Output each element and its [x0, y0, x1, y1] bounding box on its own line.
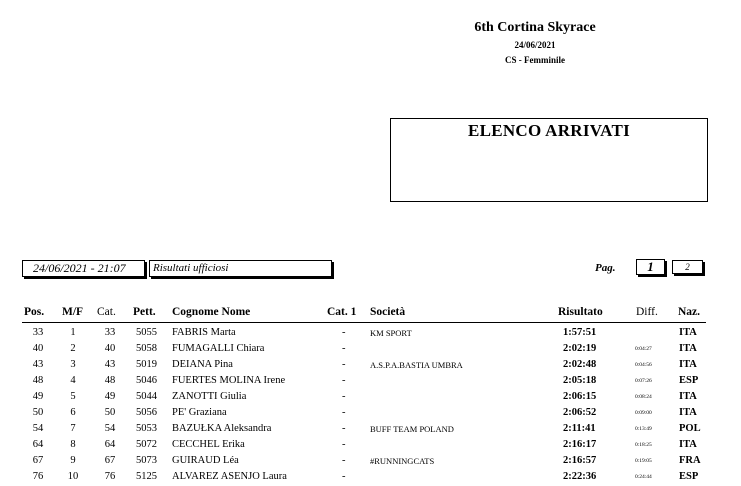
results-status: Risultati ufficiosi — [149, 260, 332, 277]
row-name: FABRIS Marta — [172, 327, 236, 338]
col-naz: Naz. — [678, 306, 701, 318]
page-2-button[interactable]: 2 — [672, 260, 703, 274]
row-pett: 5056 — [136, 407, 157, 418]
row-mf: 1 — [70, 327, 76, 338]
row-cat: 48 — [104, 375, 116, 386]
row-pett: 5046 — [136, 375, 157, 386]
row-name: ZANOTTI Giulia — [172, 391, 247, 402]
row-naz: ITA — [679, 359, 697, 370]
row-diff: 0:24:44 — [635, 474, 652, 480]
col-club: Società — [370, 306, 406, 318]
row-name: FUERTES MOLINA Irene — [172, 375, 286, 386]
row-naz: ITA — [679, 343, 697, 354]
row-pett: 5072 — [136, 439, 157, 450]
row-pos: 40 — [32, 343, 44, 354]
row-mf: 6 — [70, 407, 76, 418]
table-row — [0, 374, 741, 390]
row-cat: 50 — [104, 407, 116, 418]
row-mf: 4 — [70, 375, 76, 386]
row-cat1: - — [342, 343, 346, 354]
row-name: BAZUŁKA Aleksandra — [172, 423, 272, 434]
row-naz: ESP — [679, 471, 699, 482]
row-mf: 9 — [70, 455, 76, 466]
table-row — [0, 342, 741, 358]
row-cat1: - — [342, 471, 346, 482]
row-cat: 33 — [104, 327, 116, 338]
page-1-button[interactable]: 1 — [636, 259, 665, 275]
row-pos: 50 — [32, 407, 44, 418]
row-diff: 0:09:00 — [635, 410, 652, 416]
row-mf: 7 — [70, 423, 76, 434]
row-result: 2:16:17 — [563, 439, 597, 450]
table-row — [0, 326, 741, 342]
row-pos: 54 — [32, 423, 44, 434]
row-result: 2:22:36 — [563, 471, 597, 482]
table-row — [0, 454, 741, 470]
row-cat1: - — [342, 359, 346, 370]
row-result: 2:02:19 — [563, 343, 597, 354]
row-result: 2:11:41 — [563, 423, 596, 434]
row-cat: 76 — [104, 471, 116, 482]
table-row — [0, 390, 741, 406]
row-mf: 5 — [70, 391, 76, 402]
race-category: CS - Femminile — [505, 55, 565, 65]
row-pos: 64 — [32, 439, 44, 450]
table-row — [0, 438, 741, 454]
row-cat1: - — [342, 423, 346, 434]
row-pett: 5055 — [136, 327, 157, 338]
row-cat: 64 — [104, 439, 116, 450]
row-cat1: - — [342, 407, 346, 418]
row-name: CECCHEL Erika — [172, 439, 245, 450]
row-naz: ITA — [679, 439, 697, 450]
row-pos: 67 — [32, 455, 44, 466]
col-diff: Diff. — [636, 306, 658, 318]
row-diff: 0:07:26 — [635, 378, 652, 384]
row-name: PE' Graziana — [172, 407, 227, 418]
page-label: Pag. — [595, 262, 616, 274]
row-diff: 0:18:25 — [635, 442, 652, 448]
row-naz: ESP — [679, 375, 699, 386]
col-pett: Pett. — [133, 306, 156, 318]
row-club: KM SPORT — [370, 328, 412, 338]
row-result: 2:05:18 — [563, 375, 597, 386]
list-title-box — [390, 118, 708, 202]
col-result: Risultato — [558, 306, 603, 318]
row-result: 2:02:48 — [563, 359, 597, 370]
row-diff: 0:08:24 — [635, 394, 652, 400]
row-diff: 0:04:27 — [635, 346, 652, 352]
row-pett: 5044 — [136, 391, 157, 402]
list-title: ELENCO ARRIVATI — [467, 121, 631, 140]
row-result: 2:16:57 — [563, 455, 597, 466]
row-cat1: - — [342, 455, 346, 466]
table-row — [0, 470, 741, 486]
header-rule — [22, 322, 706, 323]
row-naz: POL — [679, 423, 701, 434]
row-club: A.S.P.A.BASTIA UMBRA — [370, 360, 463, 370]
row-name: FUMAGALLI Chiara — [172, 343, 265, 354]
row-cat1: - — [342, 391, 346, 402]
row-pos: 48 — [32, 375, 44, 386]
row-pos: 43 — [32, 359, 44, 370]
print-datetime: 24/06/2021 - 21:07 — [22, 260, 145, 277]
row-mf: 10 — [67, 471, 79, 482]
row-cat1: - — [342, 327, 346, 338]
row-pett: 5125 — [136, 471, 157, 482]
row-mf: 2 — [70, 343, 76, 354]
row-diff: 0:19:05 — [635, 458, 652, 464]
col-pos: Pos. — [24, 306, 45, 318]
row-result: 2:06:52 — [563, 407, 597, 418]
row-cat: 49 — [104, 391, 116, 402]
row-club: BUFF TEAM POLAND — [370, 424, 454, 434]
row-result: 2:06:15 — [563, 391, 597, 402]
row-pos: 49 — [32, 391, 44, 402]
col-mf: M/F — [62, 306, 84, 318]
row-naz: ITA — [679, 327, 697, 338]
row-pett: 5053 — [136, 423, 157, 434]
row-diff: 0:13:49 — [635, 426, 652, 432]
row-naz: ITA — [679, 391, 697, 402]
row-result: 1:57:51 — [563, 327, 597, 338]
row-name: ALVAREZ ASENJO Laura — [172, 471, 287, 482]
col-cat: Cat. — [97, 306, 116, 318]
row-cat1: - — [342, 439, 346, 450]
row-cat: 40 — [104, 343, 116, 354]
row-pos: 33 — [32, 327, 44, 338]
race-date: 24/06/2021 — [514, 40, 556, 50]
row-cat: 54 — [104, 423, 116, 434]
row-name: GUIRAUD Léa — [172, 455, 239, 466]
row-naz: FRA — [679, 455, 701, 466]
row-mf: 8 — [70, 439, 76, 450]
row-club: #RUNNINGCATS — [370, 456, 435, 466]
row-pett: 5073 — [136, 455, 157, 466]
row-pos: 76 — [32, 471, 44, 482]
row-cat1: - — [342, 375, 346, 386]
col-cat1: Cat. 1 — [327, 306, 357, 318]
row-naz: ITA — [679, 407, 697, 418]
table-row — [0, 422, 741, 438]
table-row — [0, 406, 741, 422]
row-name: DEIANA Pina — [172, 359, 233, 370]
row-pett: 5058 — [136, 343, 157, 354]
row-mf: 3 — [70, 359, 76, 370]
row-cat: 43 — [104, 359, 116, 370]
row-pett: 5019 — [136, 359, 157, 370]
table-row — [0, 358, 741, 374]
race-title: 6th Cortina Skyrace — [474, 20, 596, 35]
col-name: Cognome Nome — [172, 306, 251, 318]
row-cat: 67 — [104, 455, 116, 466]
row-diff: 0:04:56 — [635, 362, 652, 368]
